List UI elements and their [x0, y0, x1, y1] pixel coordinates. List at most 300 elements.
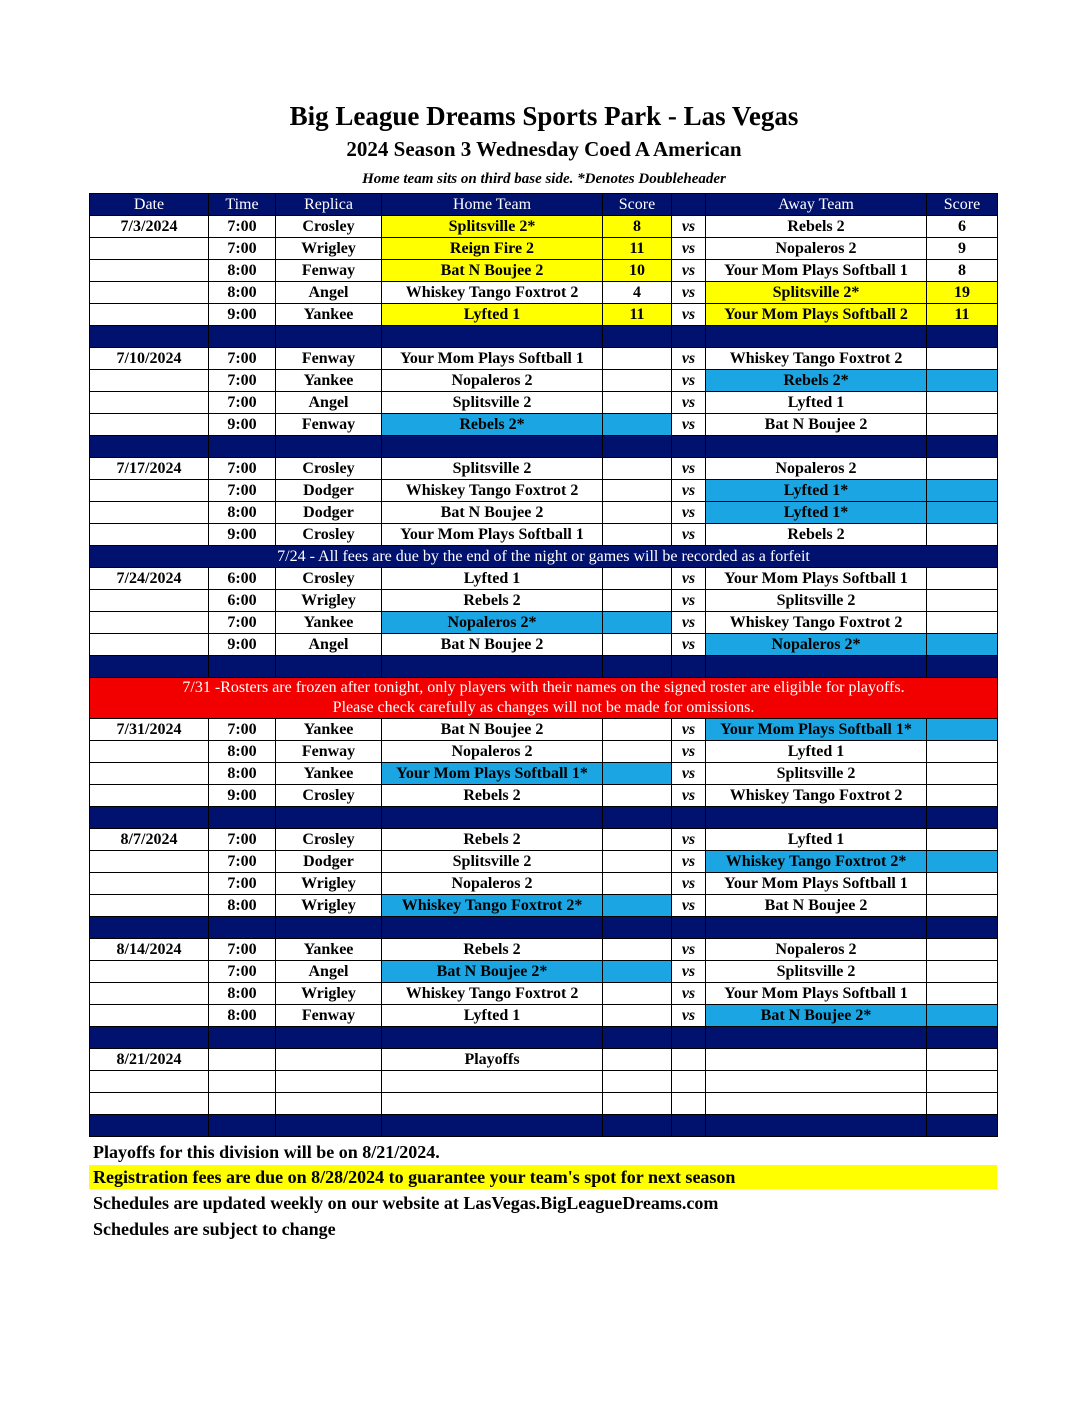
- home-score-cell: [603, 568, 672, 590]
- away-team-cell: Bat N Boujee 2*: [706, 1005, 927, 1027]
- date-cell: [90, 370, 209, 392]
- home-score-cell: [603, 829, 672, 851]
- game-row: [90, 741, 998, 763]
- vs-cell: vs: [672, 1005, 706, 1027]
- replica-cell: Crosley: [276, 458, 382, 480]
- spacer-row: [90, 1115, 998, 1137]
- spacer-cell: [382, 436, 603, 458]
- date-cell: [90, 502, 209, 524]
- home-score-cell: [603, 851, 672, 873]
- away-team-cell: Your Mom Plays Softball 1: [706, 260, 927, 282]
- footer-playoffs-note: Playoffs for this division will be on 8/21/2024.: [93, 1142, 440, 1162]
- away-score-cell: [927, 590, 998, 612]
- home-score-cell: [603, 895, 672, 917]
- replica-cell: Yankee: [276, 763, 382, 785]
- page-title: Big League Dreams Sports Park - Las Vegas: [289, 101, 799, 131]
- spacer-cell: [90, 807, 209, 829]
- replica-cell: [276, 1049, 382, 1071]
- spacer-cell: [276, 656, 382, 678]
- time-cell: 8:00: [209, 983, 276, 1005]
- spacer-cell: [209, 1115, 276, 1137]
- away-score-cell: [927, 763, 998, 785]
- spacer-cell: [672, 656, 706, 678]
- away-team-cell: Your Mom Plays Softball 1*: [706, 719, 927, 741]
- time-cell: [209, 1093, 276, 1115]
- home-score-cell: [603, 1005, 672, 1027]
- schedule-table: [89, 193, 998, 1137]
- spacer-cell: [706, 1027, 927, 1049]
- home-score-cell: [603, 1093, 672, 1115]
- date-cell: 7/10/2024: [90, 348, 209, 370]
- date-cell: [90, 304, 209, 326]
- away-score-cell: [927, 1005, 998, 1027]
- away-team-cell: Bat N Boujee 2: [706, 895, 927, 917]
- footer-registration-note: Registration fees are due on 8/28/2024 to guarantee your team's spot for next season: [89, 1165, 997, 1189]
- home-team-cell: Lyfted 1: [382, 568, 603, 590]
- date-cell: [90, 741, 209, 763]
- away-team-cell: Whiskey Tango Foxtrot 2*: [706, 851, 927, 873]
- spacer-cell: [209, 326, 276, 348]
- home-team-cell: Whiskey Tango Foxtrot 2: [382, 282, 603, 304]
- date-cell: [90, 961, 209, 983]
- time-cell: 9:00: [209, 785, 276, 807]
- date-cell: [90, 1071, 209, 1093]
- game-row: [90, 458, 998, 480]
- spacer-cell: [927, 326, 998, 348]
- spacer-cell: [90, 656, 209, 678]
- date-cell: [90, 785, 209, 807]
- date-cell: [90, 392, 209, 414]
- col-away-score: Score: [927, 194, 998, 216]
- replica-cell: Crosley: [276, 829, 382, 851]
- date-cell: [90, 983, 209, 1005]
- replica-cell: Fenway: [276, 1005, 382, 1027]
- game-row: [90, 895, 998, 917]
- spacer-row: [90, 1027, 998, 1049]
- game-row: [90, 634, 998, 656]
- replica-cell: Wrigley: [276, 590, 382, 612]
- game-row: [90, 719, 998, 741]
- vs-cell: vs: [672, 458, 706, 480]
- spacer-cell: [209, 807, 276, 829]
- away-team-cell: Whiskey Tango Foxtrot 2: [706, 612, 927, 634]
- replica-cell: Dodger: [276, 851, 382, 873]
- away-team-cell: Splitsville 2: [706, 590, 927, 612]
- home-team-cell: Rebels 2*: [382, 414, 603, 436]
- spacer-cell: [672, 1027, 706, 1049]
- replica-cell: Angel: [276, 282, 382, 304]
- home-team-cell: Rebels 2: [382, 829, 603, 851]
- col-away-team: Away Team: [706, 194, 927, 216]
- home-team-cell: Your Mom Plays Softball 1: [382, 524, 603, 546]
- date-cell: [90, 895, 209, 917]
- vs-cell: vs: [672, 983, 706, 1005]
- date-cell: 7/17/2024: [90, 458, 209, 480]
- date-cell: 7/3/2024: [90, 216, 209, 238]
- game-row: [90, 238, 998, 260]
- vs-cell: vs: [672, 634, 706, 656]
- away-team-cell: Splitsville 2: [706, 961, 927, 983]
- time-cell: 8:00: [209, 282, 276, 304]
- spacer-cell: [672, 436, 706, 458]
- home-team-cell: Your Mom Plays Softball 1*: [382, 763, 603, 785]
- spacer-cell: [603, 1027, 672, 1049]
- spacer-cell: [276, 436, 382, 458]
- spacer-cell: [276, 917, 382, 939]
- vs-cell: vs: [672, 414, 706, 436]
- home-score-cell: [603, 414, 672, 436]
- away-team-cell: Your Mom Plays Softball 1: [706, 568, 927, 590]
- spacer-cell: [927, 436, 998, 458]
- home-team-cell: Bat N Boujee 2: [382, 260, 603, 282]
- col-home-team: Home Team: [382, 194, 603, 216]
- away-team-cell: Bat N Boujee 2: [706, 414, 927, 436]
- home-score-cell: [603, 741, 672, 763]
- game-row: [90, 1049, 998, 1071]
- time-cell: 6:00: [209, 568, 276, 590]
- replica-cell: Angel: [276, 392, 382, 414]
- replica-cell: Crosley: [276, 524, 382, 546]
- spacer-cell: [672, 807, 706, 829]
- replica-cell: Yankee: [276, 370, 382, 392]
- vs-cell: vs: [672, 238, 706, 260]
- spacer-cell: [209, 436, 276, 458]
- footer-change-note: Schedules are subject to change: [93, 1219, 336, 1239]
- away-team-cell: Nopaleros 2: [706, 238, 927, 260]
- home-team-cell: Lyfted 1: [382, 1005, 603, 1027]
- spacer-cell: [276, 326, 382, 348]
- replica-cell: Yankee: [276, 719, 382, 741]
- away-score-cell: [927, 458, 998, 480]
- spacer-cell: [927, 807, 998, 829]
- away-team-cell: Lyfted 1: [706, 741, 927, 763]
- vs-cell: vs: [672, 304, 706, 326]
- replica-cell: Angel: [276, 634, 382, 656]
- spacer-cell: [927, 1027, 998, 1049]
- replica-cell: Wrigley: [276, 895, 382, 917]
- spacer-cell: [209, 656, 276, 678]
- spacer-cell: [927, 656, 998, 678]
- spacer-cell: [603, 656, 672, 678]
- spacer-cell: [276, 807, 382, 829]
- home-team-cell: Nopaleros 2*: [382, 612, 603, 634]
- spacer-row: [90, 436, 998, 458]
- home-score-cell: [603, 480, 672, 502]
- time-cell: 7:00: [209, 851, 276, 873]
- game-row: [90, 1005, 998, 1027]
- vs-cell: vs: [672, 961, 706, 983]
- away-score-cell: [927, 1071, 998, 1093]
- time-cell: 7:00: [209, 216, 276, 238]
- away-team-cell: Nopaleros 2*: [706, 634, 927, 656]
- away-score-cell: [927, 873, 998, 895]
- date-cell: [90, 480, 209, 502]
- home-score-cell: [603, 961, 672, 983]
- game-row: [90, 216, 998, 238]
- page-subtitle: 2024 Season 3 Wednesday Coed A American: [346, 137, 742, 161]
- home-score-cell: [603, 873, 672, 895]
- home-team-cell: Bat N Boujee 2: [382, 502, 603, 524]
- home-team-cell: Whiskey Tango Foxtrot 2*: [382, 895, 603, 917]
- replica-cell: Crosley: [276, 568, 382, 590]
- vs-cell: vs: [672, 763, 706, 785]
- away-score-cell: [927, 829, 998, 851]
- spacer-cell: [706, 1115, 927, 1137]
- game-row: [90, 983, 998, 1005]
- away-score-cell: [927, 370, 998, 392]
- away-team-cell: Lyfted 1*: [706, 480, 927, 502]
- away-team-cell: Lyfted 1: [706, 829, 927, 851]
- spacer-cell: [276, 1027, 382, 1049]
- replica-cell: Fenway: [276, 348, 382, 370]
- date-cell: [90, 590, 209, 612]
- date-cell: [90, 414, 209, 436]
- away-team-cell: [706, 1093, 927, 1115]
- away-score-cell: [927, 851, 998, 873]
- date-cell: 7/31/2024: [90, 719, 209, 741]
- col-replica: Replica: [276, 194, 382, 216]
- vs-cell: vs: [672, 829, 706, 851]
- game-row: [90, 851, 998, 873]
- away-team-cell: Rebels 2: [706, 216, 927, 238]
- game-row: [90, 829, 998, 851]
- time-cell: 8:00: [209, 1005, 276, 1027]
- spacer-cell: [603, 326, 672, 348]
- spacer-cell: [706, 917, 927, 939]
- game-row: [90, 590, 998, 612]
- away-score-cell: [927, 1093, 998, 1115]
- away-team-cell: Splitsville 2: [706, 763, 927, 785]
- date-cell: [90, 260, 209, 282]
- time-cell: 9:00: [209, 304, 276, 326]
- vs-cell: vs: [672, 282, 706, 304]
- game-row: [90, 763, 998, 785]
- home-team-cell: [382, 1093, 603, 1115]
- time-cell: 7:00: [209, 392, 276, 414]
- away-team-cell: Whiskey Tango Foxtrot 2: [706, 785, 927, 807]
- away-score-cell: 19: [927, 282, 998, 304]
- spacer-cell: [382, 326, 603, 348]
- home-score-cell: [603, 524, 672, 546]
- home-score-cell: [603, 590, 672, 612]
- home-score-cell: [603, 719, 672, 741]
- away-team-cell: Your Mom Plays Softball 2: [706, 304, 927, 326]
- spacer-cell: [672, 917, 706, 939]
- date-cell: [90, 1093, 209, 1115]
- spacer-cell: [90, 326, 209, 348]
- game-row: [90, 480, 998, 502]
- vs-cell: vs: [672, 590, 706, 612]
- vs-cell: vs: [672, 568, 706, 590]
- game-row: [90, 260, 998, 282]
- home-score-cell: [603, 458, 672, 480]
- away-score-cell: [927, 983, 998, 1005]
- vs-cell: vs: [672, 895, 706, 917]
- away-score-cell: [927, 348, 998, 370]
- doubleheader-note: Home team sits on third base side. *Denotes Doubleheader: [362, 171, 726, 187]
- time-cell: 7:00: [209, 348, 276, 370]
- game-row: [90, 392, 998, 414]
- replica-cell: [276, 1071, 382, 1093]
- home-team-cell: Nopaleros 2: [382, 741, 603, 763]
- date-cell: [90, 238, 209, 260]
- away-score-cell: [927, 961, 998, 983]
- away-score-cell: [927, 939, 998, 961]
- game-row: [90, 282, 998, 304]
- home-team-cell: Rebels 2: [382, 590, 603, 612]
- away-team-cell: [706, 1049, 927, 1071]
- spacer-cell: [603, 807, 672, 829]
- game-row: [90, 873, 998, 895]
- spacer-cell: [382, 917, 603, 939]
- game-row: [90, 568, 998, 590]
- roster-banner-row: [90, 678, 998, 719]
- replica-cell: Dodger: [276, 502, 382, 524]
- home-team-cell: Playoffs: [382, 1049, 603, 1071]
- spacer-row: [90, 656, 998, 678]
- home-score-cell: [603, 939, 672, 961]
- spacer-cell: [706, 807, 927, 829]
- away-team-cell: Rebels 2*: [706, 370, 927, 392]
- game-row: [90, 304, 998, 326]
- spacer-cell: [90, 436, 209, 458]
- footer-website-note: Schedules are updated weekly on our website at LasVegas.BigLeagueDreams.com: [93, 1193, 719, 1213]
- spacer-cell: [90, 1027, 209, 1049]
- date-cell: [90, 1005, 209, 1027]
- time-cell: 6:00: [209, 590, 276, 612]
- col-date: Date: [90, 194, 209, 216]
- vs-cell: vs: [672, 612, 706, 634]
- replica-cell: Yankee: [276, 612, 382, 634]
- vs-cell: vs: [672, 370, 706, 392]
- time-cell: 8:00: [209, 260, 276, 282]
- game-row: [90, 785, 998, 807]
- replica-cell: Fenway: [276, 414, 382, 436]
- spacer-cell: [382, 807, 603, 829]
- vs-cell: vs: [672, 348, 706, 370]
- home-team-cell: Splitsville 2: [382, 392, 603, 414]
- spacer-cell: [706, 656, 927, 678]
- date-cell: [90, 851, 209, 873]
- away-score-cell: 9: [927, 238, 998, 260]
- home-score-cell: [603, 1071, 672, 1093]
- home-score-cell: 4: [603, 282, 672, 304]
- replica-cell: Yankee: [276, 939, 382, 961]
- time-cell: [209, 1071, 276, 1093]
- vs-cell: vs: [672, 502, 706, 524]
- fees-banner-row: [90, 546, 998, 568]
- spacer-row: [90, 326, 998, 348]
- home-score-cell: [603, 983, 672, 1005]
- roster-banner: [90, 678, 998, 719]
- away-score-cell: [927, 1049, 998, 1071]
- home-score-cell: 10: [603, 260, 672, 282]
- away-team-cell: Nopaleros 2: [706, 939, 927, 961]
- home-score-cell: [603, 370, 672, 392]
- away-team-cell: Your Mom Plays Softball 1: [706, 873, 927, 895]
- vs-cell: vs: [672, 260, 706, 282]
- time-cell: 7:00: [209, 238, 276, 260]
- date-cell: [90, 282, 209, 304]
- game-row: [90, 1093, 998, 1115]
- away-score-cell: [927, 524, 998, 546]
- date-cell: [90, 524, 209, 546]
- time-cell: 8:00: [209, 895, 276, 917]
- spacer-cell: [603, 1115, 672, 1137]
- spacer-cell: [706, 436, 927, 458]
- roster-banner-line: Please check carefully as changes will not be made for omissions.: [332, 699, 755, 716]
- spacer-cell: [672, 326, 706, 348]
- vs-cell: vs: [672, 524, 706, 546]
- away-score-cell: [927, 741, 998, 763]
- time-cell: 7:00: [209, 961, 276, 983]
- spacer-row: [90, 917, 998, 939]
- home-team-cell: Whiskey Tango Foxtrot 2: [382, 480, 603, 502]
- replica-cell: Wrigley: [276, 873, 382, 895]
- home-score-cell: [603, 785, 672, 807]
- time-cell: 9:00: [209, 524, 276, 546]
- game-row: [90, 524, 998, 546]
- home-team-cell: Splitsville 2*: [382, 216, 603, 238]
- home-score-cell: [603, 763, 672, 785]
- home-team-cell: Whiskey Tango Foxtrot 2: [382, 983, 603, 1005]
- vs-cell: vs: [672, 392, 706, 414]
- home-team-cell: Reign Fire 2: [382, 238, 603, 260]
- home-score-cell: [603, 348, 672, 370]
- vs-cell: [672, 1093, 706, 1115]
- replica-cell: Angel: [276, 961, 382, 983]
- time-cell: 7:00: [209, 873, 276, 895]
- spacer-row: [90, 807, 998, 829]
- vs-cell: [672, 1049, 706, 1071]
- away-score-cell: [927, 414, 998, 436]
- date-cell: [90, 612, 209, 634]
- vs-cell: vs: [672, 719, 706, 741]
- spacer-cell: [382, 1027, 603, 1049]
- spacer-cell: [382, 1115, 603, 1137]
- away-score-cell: [927, 895, 998, 917]
- time-cell: 8:00: [209, 502, 276, 524]
- time-cell: [209, 1049, 276, 1071]
- away-team-cell: Your Mom Plays Softball 1: [706, 983, 927, 1005]
- vs-cell: [672, 1071, 706, 1093]
- spacer-cell: [209, 917, 276, 939]
- header-row: [90, 194, 998, 216]
- replica-cell: Crosley: [276, 216, 382, 238]
- game-row: [90, 370, 998, 392]
- schedule-body: [90, 216, 998, 1137]
- time-cell: 8:00: [209, 741, 276, 763]
- time-cell: 8:00: [209, 763, 276, 785]
- spacer-cell: [382, 656, 603, 678]
- home-team-cell: Splitsville 2: [382, 851, 603, 873]
- game-row: [90, 414, 998, 436]
- time-cell: 7:00: [209, 370, 276, 392]
- away-score-cell: 6: [927, 216, 998, 238]
- replica-cell: [276, 1093, 382, 1115]
- game-row: [90, 939, 998, 961]
- away-team-cell: Rebels 2: [706, 524, 927, 546]
- vs-cell: vs: [672, 873, 706, 895]
- spacer-cell: [706, 326, 927, 348]
- away-score-cell: 8: [927, 260, 998, 282]
- home-score-cell: 11: [603, 304, 672, 326]
- replica-cell: Fenway: [276, 741, 382, 763]
- vs-cell: vs: [672, 480, 706, 502]
- spacer-cell: [603, 917, 672, 939]
- home-score-cell: 11: [603, 238, 672, 260]
- replica-cell: Wrigley: [276, 983, 382, 1005]
